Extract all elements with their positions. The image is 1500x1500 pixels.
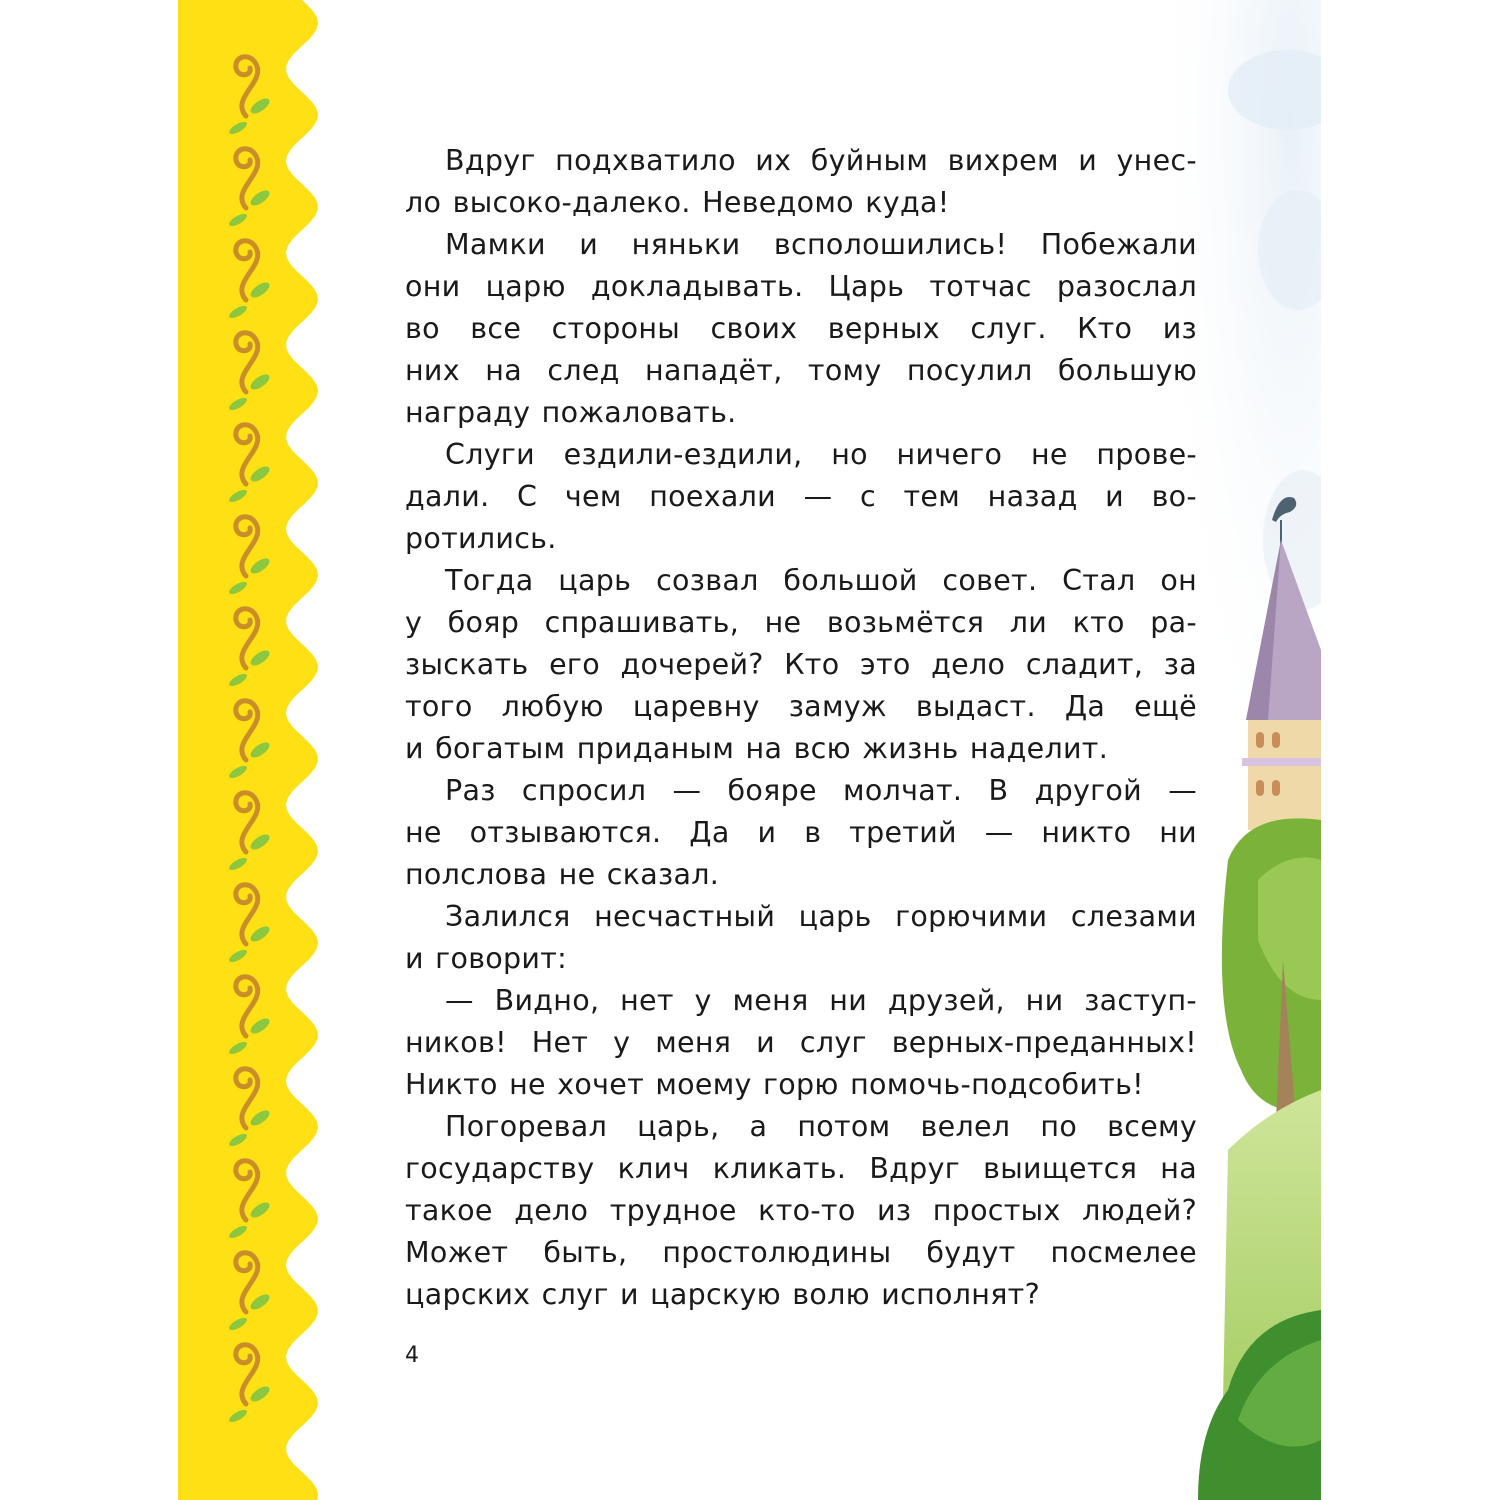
text-line: дали. С чем поехали — с тем назад и во- [405,480,1197,513]
text-line: царских слуг и царскую волю исполнят? [405,1278,1040,1311]
text-line: Тогда царь созвал большой совет. Стал он [445,564,1197,597]
text-line: во все стороны своих верных слуг. Кто из [405,312,1197,345]
text-line: ротились. [405,522,557,555]
text-line: ло высоко-далеко. Неведомо куда! [405,186,950,219]
text-line: награду пожаловать. [405,396,737,429]
text-line: у бояр спрашивать, не возьмётся ли кто ра- [405,606,1197,639]
text-line: них на след нападёт, тому посулил большую [405,354,1197,387]
text-line: того любую царевну замуж выдаст. Да ещё [405,690,1197,723]
text-line: и богатым приданым на всю жизнь наделит. [405,732,1109,765]
text-line: Погоревал царь, а потом велел по всему [445,1110,1197,1143]
text-line: Залился несчастный царь горючими слезами [445,900,1197,933]
text-line: Никто не хочет моему горю помочь-подсобить! [405,1068,1144,1101]
text-line: ников! Нет у меня и слуг верных-преданных! [405,1026,1197,1059]
story-text [405,140,1197,1316]
text-line: и говорит: [405,942,568,975]
text-line: Может быть, простолюдины будут посмелее [405,1236,1197,1269]
text-line: Мамки и няньки всполошились! Побежали [445,228,1197,261]
text-line: они царю докладывать. Царь тотчас разослал [405,270,1197,303]
text-line: — Видно, нет у меня ни друзей, ни заступ- [445,984,1197,1017]
text-line: такое дело трудное кто-то из простых людей? [405,1194,1197,1227]
text-line: Вдруг подхватило их буйным вихрем и унес- [445,144,1197,177]
text-line: Раз спросил — бояре молчат. В другой — [445,774,1197,807]
text-line: зыскать его дочерей? Кто это дело сладит, за [405,648,1197,681]
book-page [178,0,1321,1500]
text-line: не отзываются. Да и в третий — никто ни [405,816,1197,849]
text-line: полслова не сказал. [405,858,720,891]
page-number: 4 [405,1343,419,1368]
text-line: Слуги ездили-ездили, но ничего не прове- [445,438,1197,471]
text-line: государству клич кликать. Вдруг выищется на [405,1152,1197,1185]
